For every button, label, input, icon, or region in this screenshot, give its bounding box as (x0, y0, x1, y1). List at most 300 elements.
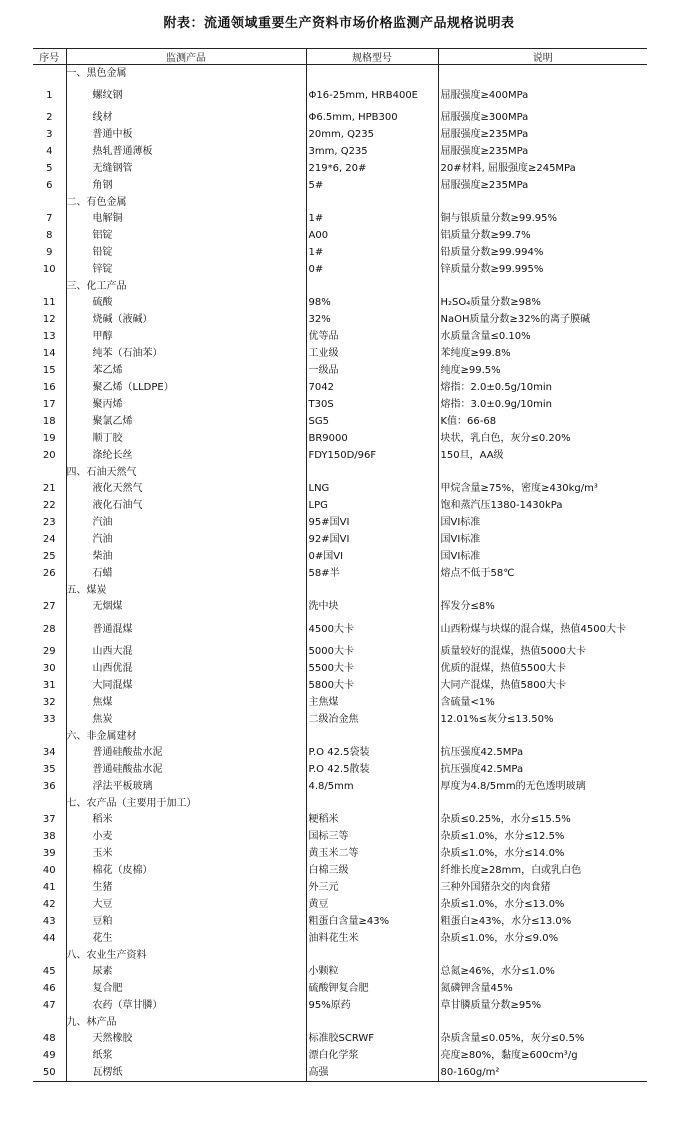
product-spec: 漂白化学浆 (306, 1047, 438, 1064)
header-number: 序号 (33, 49, 66, 65)
product-spec: 主焦煤 (306, 694, 438, 711)
product-name: 普通硅酸盐水泥 (66, 744, 306, 761)
product-spec: 一级品 (306, 362, 438, 379)
category-label: 九、林产品 (66, 1014, 306, 1030)
row-number: 49 (42, 1050, 56, 1061)
table-row (33, 311, 647, 328)
product-name: 苯乙烯 (66, 362, 306, 379)
table-row (33, 244, 647, 261)
row-number: 5 (46, 163, 53, 174)
row-description (438, 1014, 647, 1030)
table-row (33, 930, 647, 947)
table-row (33, 81, 647, 109)
product-spec: 95%原药 (306, 997, 438, 1014)
product-spec: 5500大卡 (306, 660, 438, 677)
product-description: 纯度≥99.5% (438, 362, 647, 379)
product-name: 复合肥 (66, 980, 306, 997)
table-row (33, 694, 647, 711)
row-description (438, 728, 647, 744)
table-row (33, 778, 647, 795)
row-number (33, 582, 66, 598)
product-name: 石蜡 (66, 565, 306, 582)
row-number: 32 (42, 697, 56, 708)
row-description (438, 795, 647, 811)
product-description: 苯纯度≥99.8% (438, 345, 647, 362)
product-spec: 219*6, 20# (306, 160, 438, 177)
row-number: 37 (42, 814, 56, 825)
product-description: H₂SO₄质量分数≥98% (438, 294, 647, 311)
row-number: 16 (42, 382, 56, 393)
product-spec: P.O 42.5袋装 (306, 744, 438, 761)
row-number: 13 (42, 331, 56, 342)
product-description: 大同产混煤，热值5800大卡 (438, 677, 647, 694)
row-number: 14 (42, 348, 56, 359)
product-description: 含硫量<1% (438, 694, 647, 711)
table-row (33, 126, 647, 143)
product-name: 铅锭 (66, 244, 306, 261)
row-number: 20 (42, 450, 56, 461)
table-header-row (33, 49, 647, 65)
product-name: 聚丙烯 (66, 396, 306, 413)
product-spec: 高强 (306, 1064, 438, 1082)
table-row (33, 396, 647, 413)
product-description: 国VI标准 (438, 531, 647, 548)
category-label: 二、有色金属 (66, 194, 306, 210)
product-description: 熔指：2.0±0.5g/10min (438, 379, 647, 396)
row-number: 9 (46, 247, 53, 258)
product-description: 杂质含量≤0.05%，灰分≤0.5% (438, 1030, 647, 1047)
table-row (33, 447, 647, 464)
product-description: 块状，乳白色，灰分≤0.20% (438, 430, 647, 447)
product-description: 屈服强度≥235MPa (438, 143, 647, 160)
product-description: 氮磷钾含量45% (438, 980, 647, 997)
table-row (33, 811, 647, 828)
product-name: 豆粕 (66, 913, 306, 930)
category-row (33, 65, 647, 82)
product-spec: 3mm, Q235 (306, 143, 438, 160)
category-label: 七、农产品（主要用于加工） (66, 795, 306, 811)
table-row (33, 1030, 647, 1047)
product-spec: 95#国VI (306, 514, 438, 531)
row-number: 8 (46, 230, 53, 241)
table-row (33, 430, 647, 447)
row-number: 11 (42, 297, 56, 308)
product-description: 亮度≥80%，黏度≥600cm³/g (438, 1047, 647, 1064)
product-spec: 4.8/5mm (306, 778, 438, 795)
row-number: 4 (46, 146, 53, 157)
row-number (33, 464, 66, 480)
product-description: 总氮≥46%，水分≤1.0% (438, 963, 647, 980)
row-number: 39 (42, 848, 56, 859)
row-description (438, 278, 647, 294)
product-spec: 黄玉米二等 (306, 845, 438, 862)
product-spec: 黄豆 (306, 896, 438, 913)
category-label: 六、非金属建材 (66, 728, 306, 744)
row-number (33, 278, 66, 294)
row-number: 25 (42, 551, 56, 562)
product-description: 杂质≤1.0%，水分≤9.0% (438, 930, 647, 947)
product-name: 无烟煤 (66, 598, 306, 615)
product-name: 尿素 (66, 963, 306, 980)
product-description: 杂质≤1.0%，水分≤14.0% (438, 845, 647, 862)
table-row (33, 514, 647, 531)
product-spec: 92#国VI (306, 531, 438, 548)
row-spec (306, 65, 438, 82)
product-description: 150旦，AA级 (438, 447, 647, 464)
product-description: 屈服强度≥400MPa (438, 81, 647, 109)
category-row (33, 947, 647, 963)
product-name: 浮法平板玻璃 (66, 778, 306, 795)
row-number: 38 (42, 831, 56, 842)
table-row (33, 828, 647, 845)
table-row (33, 761, 647, 778)
category-row (33, 1014, 647, 1030)
table-row (33, 1064, 647, 1082)
product-description: 山西粉煤与块煤的混合煤，热值4500大卡 (438, 615, 647, 643)
product-name: 角钢 (66, 177, 306, 194)
product-spec: SG5 (306, 413, 438, 430)
product-description: 纤维长度≥28mm，白或乳白色 (438, 862, 647, 879)
product-description: 熔点不低于58℃ (438, 565, 647, 582)
row-description (438, 464, 647, 480)
product-description: 挥发分≤8% (438, 598, 647, 615)
product-description: 粗蛋白≥43%，水分≤13.0% (438, 913, 647, 930)
row-spec (306, 947, 438, 963)
row-number: 36 (42, 781, 56, 792)
product-description: NaOH质量分数≥32%的离子膜碱 (438, 311, 647, 328)
row-number: 44 (42, 933, 56, 944)
row-spec (306, 464, 438, 480)
product-spec: 标准胶SCRWF (306, 1030, 438, 1047)
category-row (33, 728, 647, 744)
product-spec: Φ6.5mm, HPB300 (306, 109, 438, 126)
product-name: 甲醇 (66, 328, 306, 345)
product-spec: 洗中块 (306, 598, 438, 615)
header-description: 说明 (438, 49, 647, 65)
row-number: 10 (42, 264, 56, 275)
product-name: 电解铜 (66, 210, 306, 227)
row-number (33, 728, 66, 744)
table-row (33, 615, 647, 643)
product-spec: A00 (306, 227, 438, 244)
category-row (33, 464, 647, 480)
product-spec: 1# (306, 244, 438, 261)
document-title: 附表：流通领域重要生产资料市场价格监测产品规格说明表 (163, 16, 515, 31)
product-description: 甲烷含量≥75%，密度≥430kg/m³ (438, 480, 647, 497)
product-description: 杂质≤0.25%，水分≤15.5% (438, 811, 647, 828)
product-spec: 优等品 (306, 328, 438, 345)
table-row (33, 643, 647, 660)
product-description: K值：66-68 (438, 413, 647, 430)
row-number: 48 (42, 1033, 56, 1044)
row-number: 12 (42, 314, 56, 325)
row-number: 41 (42, 882, 56, 893)
table-row (33, 160, 647, 177)
product-spec: LNG (306, 480, 438, 497)
table-row (33, 997, 647, 1014)
row-spec (306, 795, 438, 811)
header-product: 监测产品 (66, 49, 306, 65)
product-spec: 硫酸钾复合肥 (306, 980, 438, 997)
row-number: 7 (46, 213, 53, 224)
product-name: 普通中板 (66, 126, 306, 143)
product-description: 水质量含量≤0.10% (438, 328, 647, 345)
product-spec: T30S (306, 396, 438, 413)
table-row (33, 963, 647, 980)
row-number: 28 (42, 623, 56, 635)
product-description: 质量较好的混煤，热值5000大卡 (438, 643, 647, 660)
product-name: 山西优混 (66, 660, 306, 677)
product-name: 汽油 (66, 514, 306, 531)
category-label: 三、化工产品 (66, 278, 306, 294)
product-name: 大豆 (66, 896, 306, 913)
product-name: 液化天然气 (66, 480, 306, 497)
product-name: 生猪 (66, 879, 306, 896)
row-number: 27 (42, 601, 56, 612)
product-description: 抗压强度42.5MPa (438, 761, 647, 778)
table-row (33, 497, 647, 514)
table-row (33, 294, 647, 311)
product-name: 普通混煤 (66, 615, 306, 643)
product-spec: Φ16-25mm, HRB400E (306, 81, 438, 109)
product-name: 硫酸 (66, 294, 306, 311)
row-number: 3 (46, 129, 53, 140)
product-name: 涤纶长丝 (66, 447, 306, 464)
product-description: 铝质量分数≥99.7% (438, 227, 647, 244)
product-description: 屈服强度≥235MPa (438, 177, 647, 194)
product-spec: 工业级 (306, 345, 438, 362)
product-spec: 小颗粒 (306, 963, 438, 980)
table-row (33, 531, 647, 548)
category-label: 一、黑色金属 (66, 65, 306, 82)
table-row (33, 1047, 647, 1064)
row-number: 2 (46, 112, 53, 123)
table-row (33, 980, 647, 997)
row-number: 45 (42, 966, 56, 977)
row-number: 6 (46, 180, 53, 191)
row-spec (306, 1014, 438, 1030)
product-description: 三种外国猪杂交的肉食猪 (438, 879, 647, 896)
product-description: 20#材料, 屈服强度≥245MPa (438, 160, 647, 177)
category-label: 八、农业生产资料 (66, 947, 306, 963)
row-number: 1 (46, 89, 53, 101)
product-spec: LPG (306, 497, 438, 514)
row-description (438, 65, 647, 82)
category-row (33, 795, 647, 811)
category-label: 四、石油天然气 (66, 464, 306, 480)
product-name: 聚氯乙烯 (66, 413, 306, 430)
product-name: 大同混煤 (66, 677, 306, 694)
product-name: 山西大混 (66, 643, 306, 660)
product-name: 锌锭 (66, 261, 306, 278)
product-name: 烧碱（液碱） (66, 311, 306, 328)
row-number: 47 (42, 1000, 56, 1011)
table-row (33, 362, 647, 379)
table-row (33, 227, 647, 244)
product-description: 国VI标准 (438, 548, 647, 565)
product-name: 焦炭 (66, 711, 306, 728)
product-name: 花生 (66, 930, 306, 947)
row-number: 30 (42, 663, 56, 674)
product-name: 玉米 (66, 845, 306, 862)
product-spec: 粳稻米 (306, 811, 438, 828)
table-row (33, 413, 647, 430)
product-description: 12.01%≤灰分≤13.50% (438, 711, 647, 728)
product-description: 屈服强度≥300MPa (438, 109, 647, 126)
table-row (33, 598, 647, 615)
category-row (33, 194, 647, 210)
product-description: 熔指：3.0±0.9g/10min (438, 396, 647, 413)
row-number: 26 (42, 568, 56, 579)
row-number: 33 (42, 714, 56, 725)
product-name: 柴油 (66, 548, 306, 565)
row-description (438, 947, 647, 963)
product-description: 饱和蒸汽压1380-1430kPa (438, 497, 647, 514)
row-spec (306, 728, 438, 744)
product-spec: 32% (306, 311, 438, 328)
table-row (33, 379, 647, 396)
table-row (33, 660, 647, 677)
product-spec: 4500大卡 (306, 615, 438, 643)
row-number: 18 (42, 416, 56, 427)
product-description: 厚度为4.8/5mm的无色透明玻璃 (438, 778, 647, 795)
spec-table (33, 48, 647, 1082)
row-number (33, 1014, 66, 1030)
row-spec (306, 194, 438, 210)
table-row (33, 548, 647, 565)
product-spec: FDY150D/96F (306, 447, 438, 464)
product-description: 锌质量分数≥99.995% (438, 261, 647, 278)
product-spec: P.O 42.5散装 (306, 761, 438, 778)
row-number: 42 (42, 899, 56, 910)
row-number: 24 (42, 534, 56, 545)
product-spec: 0#国VI (306, 548, 438, 565)
table-row (33, 565, 647, 582)
product-description: 铅质量分数≥99.994% (438, 244, 647, 261)
row-spec (306, 278, 438, 294)
table-row (33, 480, 647, 497)
product-name: 铝锭 (66, 227, 306, 244)
product-description: 杂质≤1.0%，水分≤13.0% (438, 896, 647, 913)
product-name: 液化石油气 (66, 497, 306, 514)
row-number: 29 (42, 646, 56, 657)
product-name: 稻米 (66, 811, 306, 828)
header-spec: 规格型号 (306, 49, 438, 65)
product-spec: 5# (306, 177, 438, 194)
table-row (33, 143, 647, 160)
row-description (438, 194, 647, 210)
product-name: 热轧普通薄板 (66, 143, 306, 160)
row-number: 34 (42, 747, 56, 758)
row-number (33, 947, 66, 963)
table-row (33, 862, 647, 879)
table-row (33, 677, 647, 694)
product-name: 天然橡胶 (66, 1030, 306, 1047)
table-row (33, 879, 647, 896)
row-number: 17 (42, 399, 56, 410)
product-spec: 98% (306, 294, 438, 311)
product-name: 螺纹钢 (66, 81, 306, 109)
product-spec: 粗蛋白含量≥43% (306, 913, 438, 930)
table-row (33, 345, 647, 362)
product-name: 汽油 (66, 531, 306, 548)
product-name: 农药（草甘膦） (66, 997, 306, 1014)
product-spec: BR9000 (306, 430, 438, 447)
product-name: 纸浆 (66, 1047, 306, 1064)
row-number (33, 795, 66, 811)
row-number: 35 (42, 764, 56, 775)
table-row (33, 896, 647, 913)
product-name: 聚乙烯（LLDPE） (66, 379, 306, 396)
product-name: 焦煤 (66, 694, 306, 711)
product-description: 80-160g/m² (438, 1064, 647, 1082)
table-row (33, 210, 647, 227)
product-description: 国VI标准 (438, 514, 647, 531)
product-name: 顺丁胶 (66, 430, 306, 447)
row-number: 43 (42, 916, 56, 927)
table-body (33, 65, 647, 1082)
row-number: 40 (42, 865, 56, 876)
category-row (33, 582, 647, 598)
row-number: 15 (42, 365, 56, 376)
table-row (33, 744, 647, 761)
product-spec: 7042 (306, 379, 438, 396)
table-row (33, 177, 647, 194)
table-row (33, 328, 647, 345)
row-number: 23 (42, 517, 56, 528)
product-spec: 58#半 (306, 565, 438, 582)
table-row (33, 261, 647, 278)
table-row (33, 845, 647, 862)
category-label: 五、煤炭 (66, 582, 306, 598)
row-number: 46 (42, 983, 56, 994)
row-number (33, 65, 66, 82)
product-name: 线材 (66, 109, 306, 126)
category-row (33, 278, 647, 294)
row-number: 19 (42, 433, 56, 444)
product-name: 纯苯（石油苯） (66, 345, 306, 362)
product-spec: 外三元 (306, 879, 438, 896)
product-description: 草甘膦质量分数≥95% (438, 997, 647, 1014)
product-spec: 油料花生米 (306, 930, 438, 947)
product-name: 小麦 (66, 828, 306, 845)
product-name: 普通硅酸盐水泥 (66, 761, 306, 778)
row-spec (306, 582, 438, 598)
product-description: 杂质≤1.0%，水分≤12.5% (438, 828, 647, 845)
product-name: 棉花（皮棉） (66, 862, 306, 879)
product-spec: 1# (306, 210, 438, 227)
product-description: 屈服强度≥235MPa (438, 126, 647, 143)
product-description: 铜与银质量分数≥99.95% (438, 210, 647, 227)
row-number (33, 194, 66, 210)
table-row (33, 711, 647, 728)
product-spec: 白棉三级 (306, 862, 438, 879)
product-name: 无缝钢管 (66, 160, 306, 177)
product-spec: 二级冶金焦 (306, 711, 438, 728)
product-description: 优质的混煤，热值5500大卡 (438, 660, 647, 677)
product-spec: 国标三等 (306, 828, 438, 845)
product-spec: 5000大卡 (306, 643, 438, 660)
row-number: 21 (42, 483, 56, 494)
product-spec: 20mm, Q235 (306, 126, 438, 143)
row-description (438, 582, 647, 598)
product-description: 抗压强度42.5MPa (438, 744, 647, 761)
row-number: 22 (42, 500, 56, 511)
row-number: 50 (33, 1064, 66, 1082)
product-name: 瓦楞纸 (66, 1064, 306, 1082)
product-spec: 0# (306, 261, 438, 278)
product-spec: 5800大卡 (306, 677, 438, 694)
